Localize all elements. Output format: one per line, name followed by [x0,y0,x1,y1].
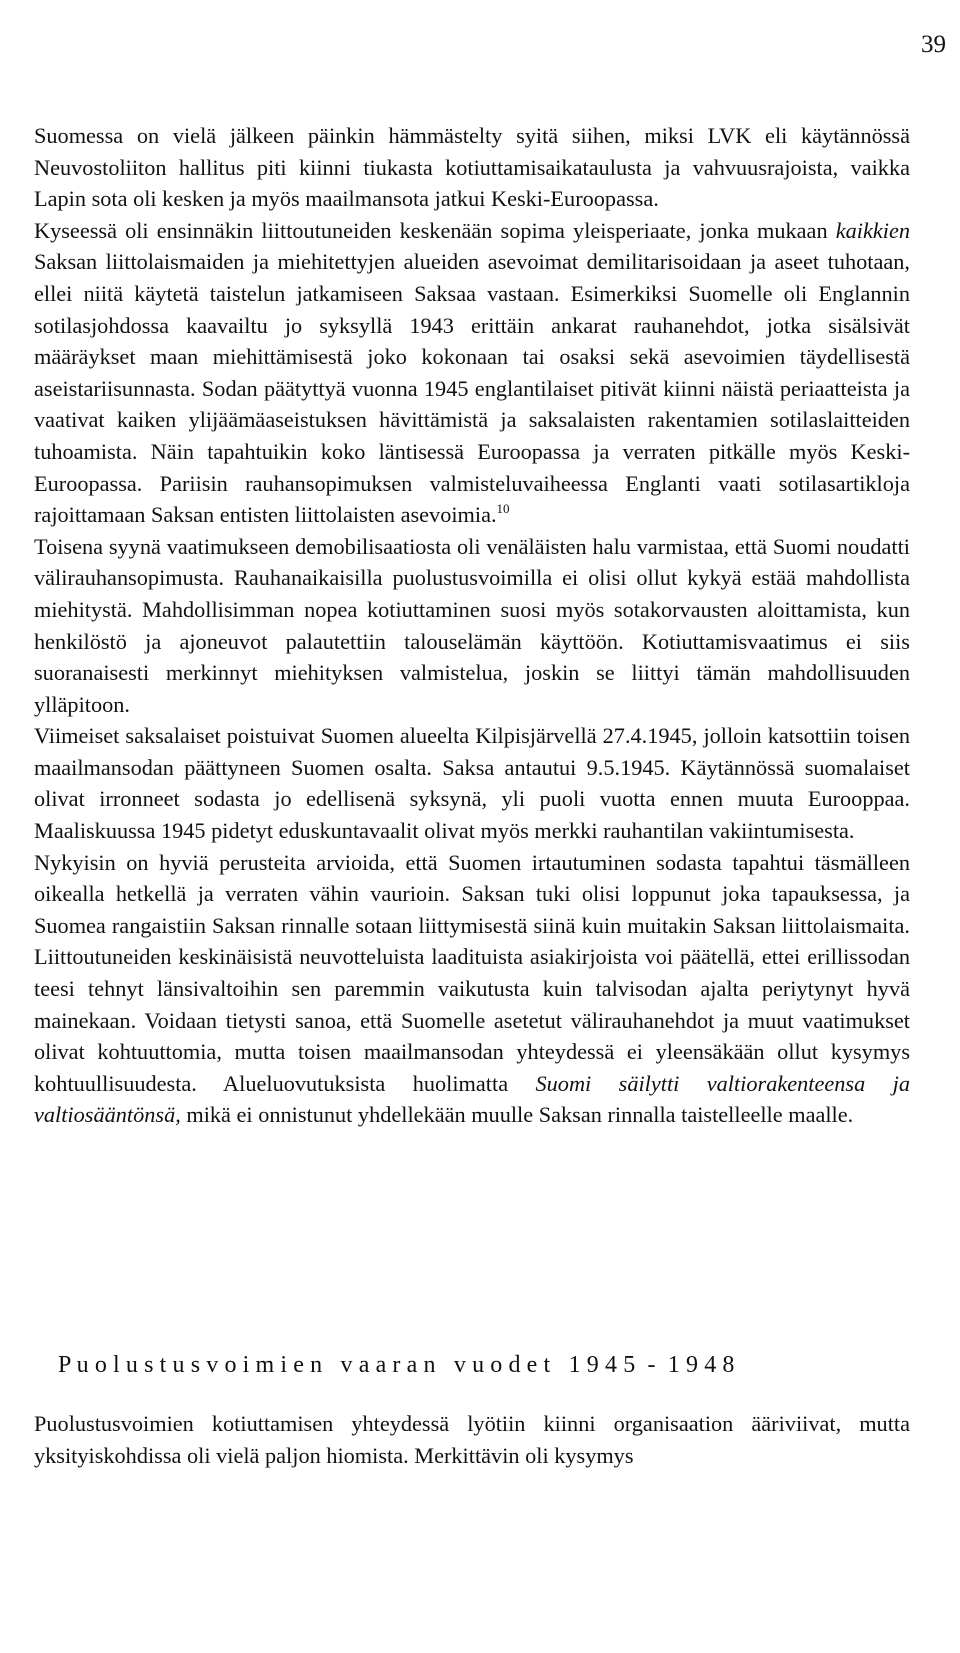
paragraph-last-germans: Viimeiset saksalaiset poistuivat Suomen alueelta Kilpisjärvellä 27.4.1945, jolloin katsottiin toisen maailmansodan päättyneen Suomen osalta. Saksa antautui 9.5.1945. Käytännössä suomalaiset olivat irronneet sodasta jo edellisenä syksynä, yli puoli vuotta ennen muuta Eurooppaa. Maaliskuussa 1945 pidetyt eduskuntavaalit olivat myös merkki rauhantilan vakiintumisesta. [34,723,910,844]
paragraph-organisation: Puolustusvoimien kotiuttamisen yhteydessä lyötiin kiinni organisaation ääriviivat, mutta yksityiskohdissa oli vielä paljon hiomista. Merkittävin oli kysymys [34,1411,910,1468]
paragraph-second-reason: Toisena syynä vaatimukseen demobilisaatiosta oli venäläisten halu varmistaa, että Suomi noudatti välirauhansopimusta. Rauhanaikaisilla puolustusvoimilla ei olisi ollut kykyä estää mahdollista miehitystä. Mahdollisimman nopea kotiuttaminen suosi myös sotakorvausten aloittamista, kun henkilöstö ja ajoneuvot palautettiin talouselämän käyttöön. Kotiuttamisvaatimus ei siis suoranaisesti merkinnyt miehityksen valmistelua, joskin se liittyi tämän mahdollisuuden ylläpitoon. [34,533,910,717]
body-text [34,120,910,1131]
emphasis-state-preserved: Suomi säilytti valtiorakenteensa ja valtiosääntönsä, [34,1070,911,1128]
page-number: 39 [921,31,946,58]
section-heading: P u o l u s t u s v o i m i e n v a a r a n v u o d e t 1 9 4 5 - 1 9 4 8 [58,1352,735,1378]
emphasis-kaikkien: kaikkien [835,217,910,243]
paragraph-assessment-text-start: Nykyisin on hyviä perusteita arvioida, että Suomen irtautuminen sodasta tapahtui täsmälleen oikealla hetkellä ja verraten vähin vaurioin. Saksan tuki olisi loppunut joka tapauksessa, ja Suomea rangaistiin Saksan rinnalle sotaan liittymisestä siinä kuin muitakin Saksan liittolaismaita. Liittoutuneiden keskinäisistä neuvotteluista laadituista asiakirjoista voi päätellä, ettei erillissodan teesi tehnyt länsivaltoihin sen paremmin vaikutusta kuin talvisodan ajalta periytynyt hyvä mainekaan. Voidaan tietysti sanoa, että Suomelle asetetut välirauhanehdot ja muut vaatimukset olivat kohtuuttomia, mutta toisen maailmansodan yhteydessä ei yleensäkään ollut kysymys kohtuullisuudesta. Alueluovutuksista huolimatta [34,849,910,1096]
paragraph-allied-principle-text-start: Kyseessä oli ensinnäkin liittoutuneiden keskenään sopima yleisperiaate, jonka mukaan [34,217,836,243]
paragraph-demobilization-question: Suomessa on vielä jälkeen päinkin hämmästelty syitä siihen, miksi LVK eli käytännössä Neuvostoliiton hallitus piti kiinni tiukasta kotiuttamisaikataulusta ja vahvuusrajoista, vaikka Lapin sota oli kesken ja myös maailmansota jatkui Keski-Euroopassa. [34,123,910,212]
paragraph-allied-principle-text-end: Saksan liittolaismaiden ja miehitettyjen alueiden asevoimat demilitarisoidaan ja aseet tuhotaan, ellei niitä käytetä taistelun jatkamiseen Saksaa vastaan. Esimerkiksi Suomelle oli Englannin sotilasjohdossa kaavailtu jo syksyllä 1943 erittäin ankarat rauhanehdot, jotka sisälsivät määräykset maan miehittämisestä joko kokonaan tai osaksi sekä asevoimien täydellisestä aseistariisunnasta. Sodan päätyttyä vuonna 1945 englantilaiset pitivät kiinni näistä periaatteista ja vaativat kaiken ylijäämäaseistuksen hävittämistä ja saksalaisten rakentamien sotilaslaitteiden tuhoamista. Näin tapahtuikin koko läntisessä Euroopassa ja verraten pitkälle myös Keski-Euroopassa. Pariisin rauhansopimuksen valmisteluvaiheessa Englanti vaati sotilasartikloja rajoittamaan Saksan entisten liittolaisten asevoimia. [34,249,910,528]
section-body-text [34,1408,910,1471]
paragraph-assessment-text-end: mikä ei onnistunut yhdellekään muulle Saksan rinnalla taistelleelle maalle. [180,1102,854,1128]
paragraph-allied-principle [34,215,910,531]
paragraph-assessment [34,847,910,1131]
footnote-reference: 10 [496,501,510,517]
